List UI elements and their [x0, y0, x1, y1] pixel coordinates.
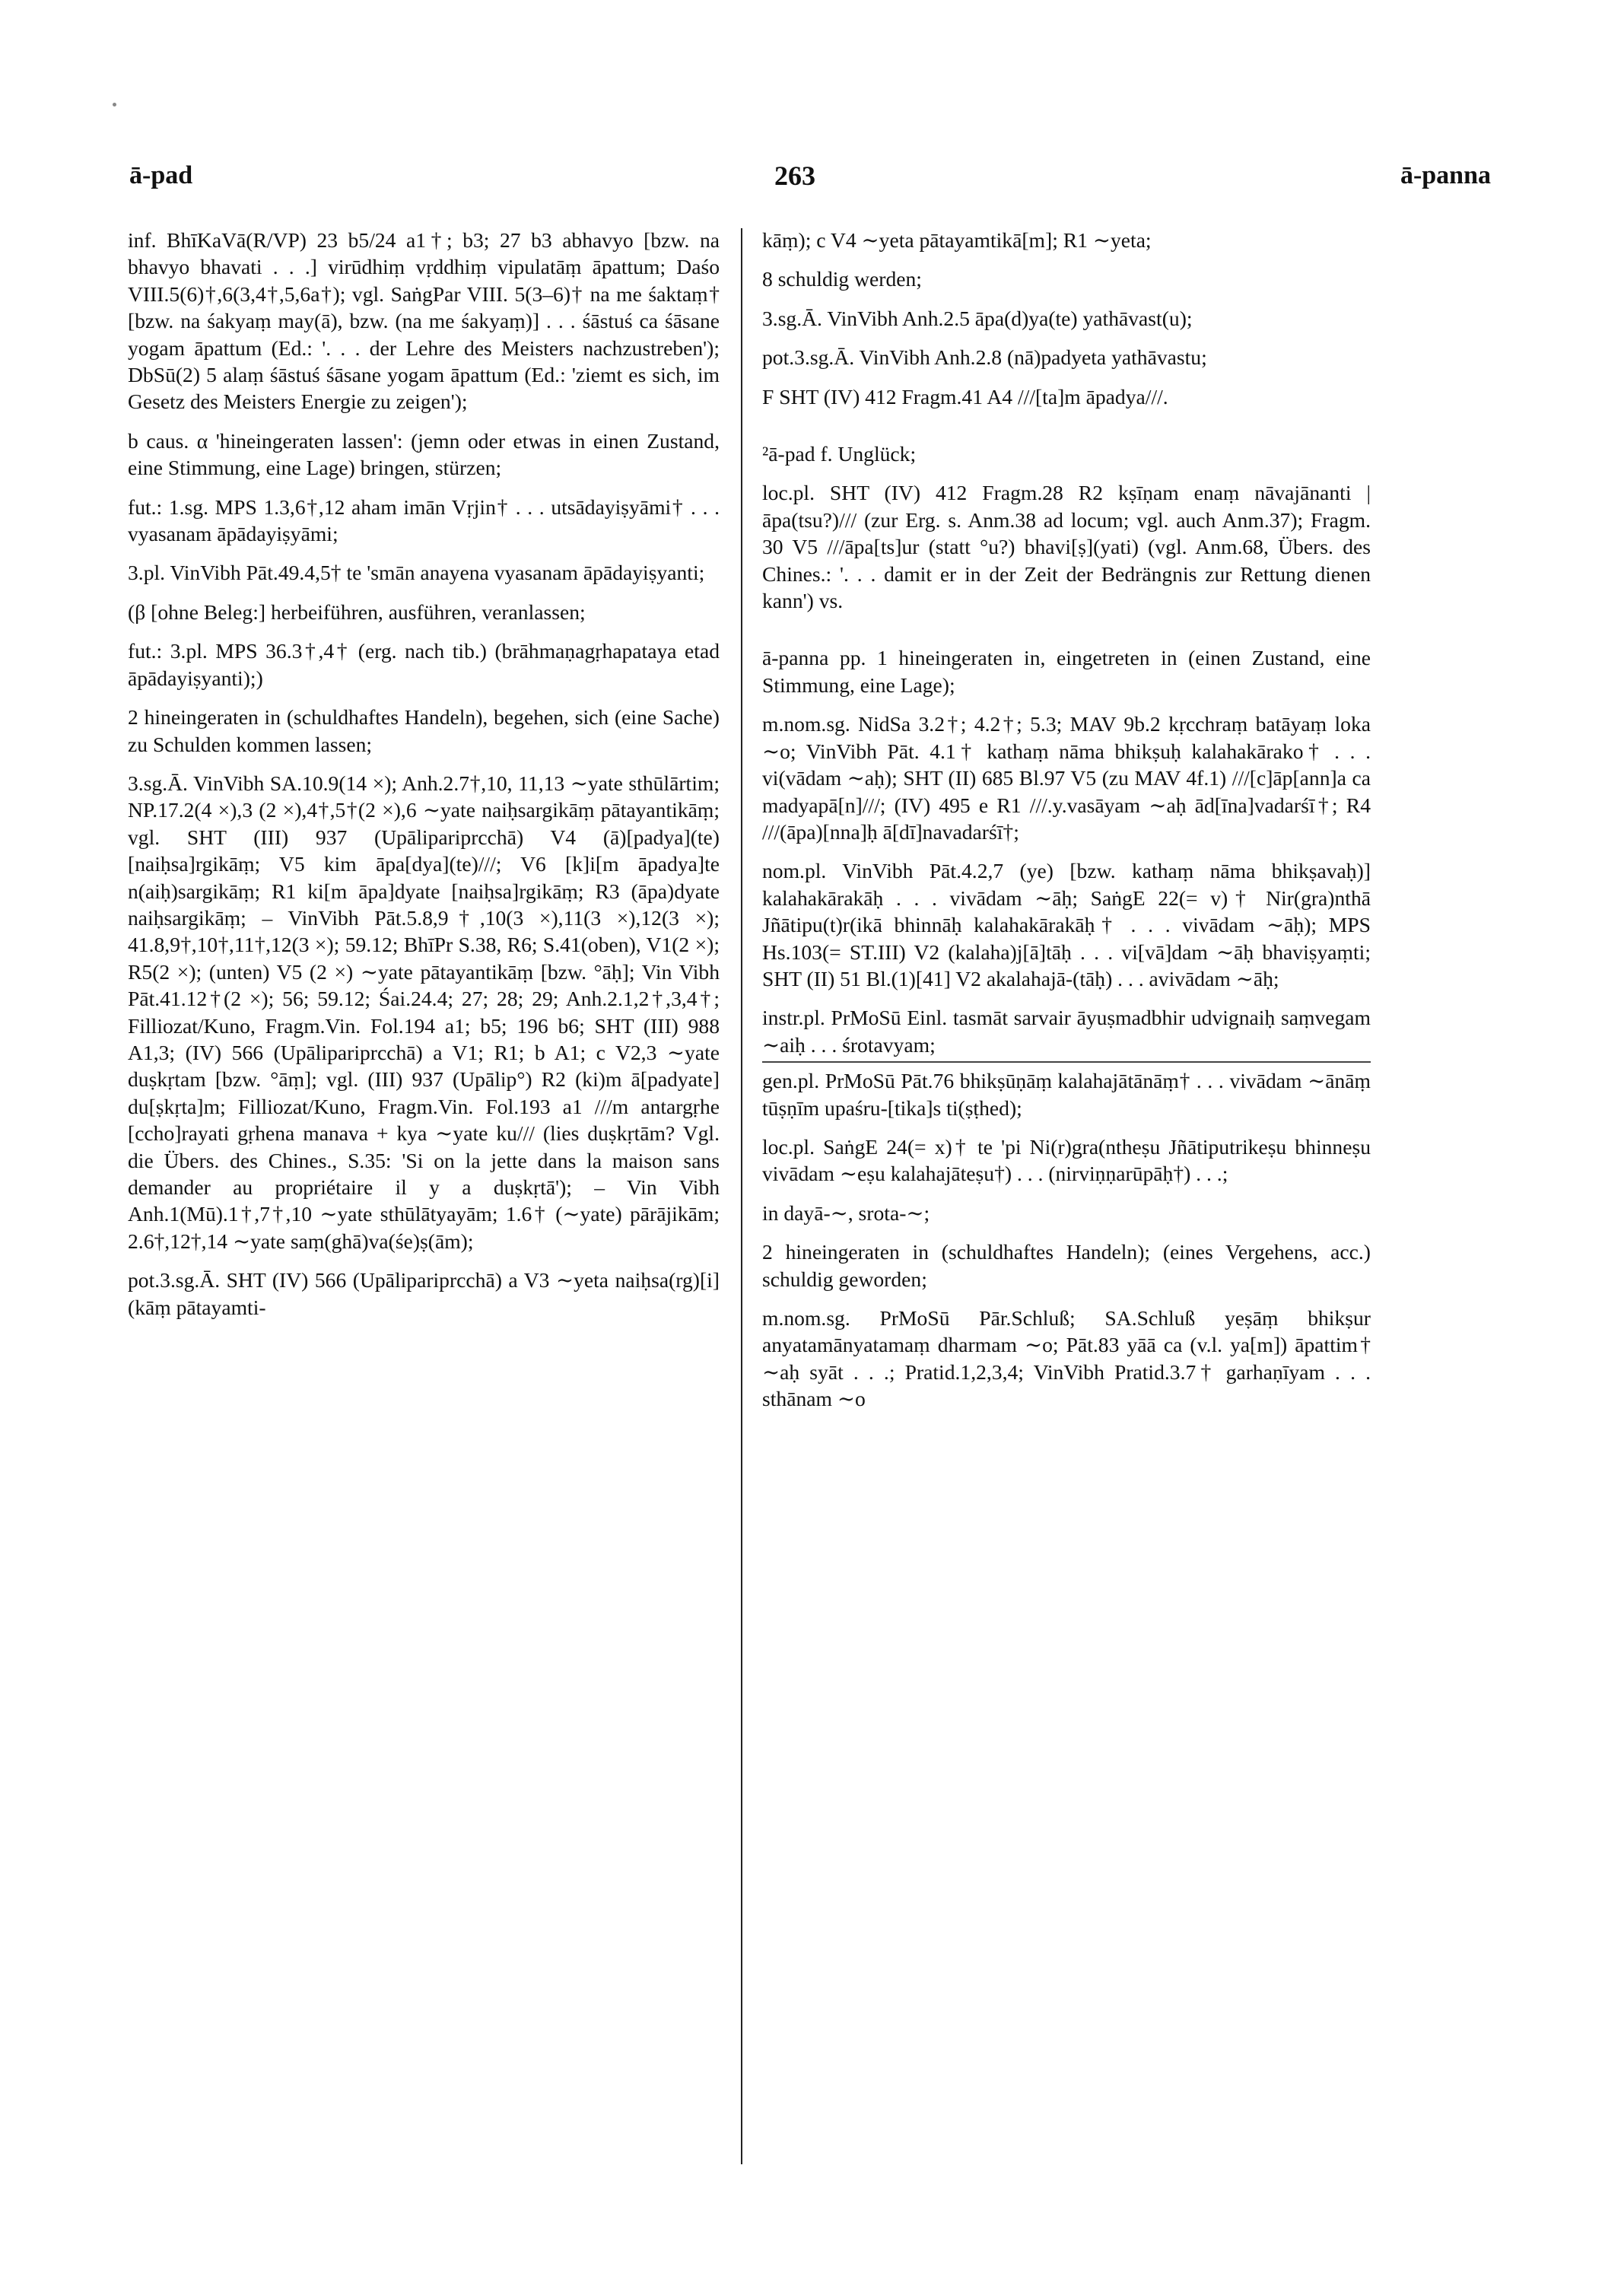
entry-paragraph: 3.sg.Ā. VinVibh SA.10.9(14 ×); Anh.2.7†,10, 11,13 ∼yate sthūlārtim; NP.17.2(4 ×),3 (2 ×),4†,5†(2 ×),6 ∼yate naiḥsargikāṃ pātayantikāṃ; vgl. SHT (III) 937 (Upālipariprcchā) V4 (ā)[padya](te) [naiḥsa]rgikāṃ; V5 kim āpa[dya](te)///; V6 [k]i[m āpadya]te n(aiḥ)sargikāṃ; R1 ki[m āpa]dyate [naiḥsa]rgikāṃ; R3 (āpa)dyate naiḥsargikāṃ; – VinVibh Pāt.5.8,9†,10(3 ×),11(3 ×),12(3 ×); 41.8,9†,10†,11†,12(3 ×); 59.12; BhīPr S.38, R6; S.41(oben), V1(2 ×); R5(2 ×); (unten) V5 (2 ×) ∼yate pātayantikāṃ [bzw. °āḥ]; Vin Vibh Pāt.41.12†(2 ×); 56; 59.12; Śai.24.4; 27; 28; 29; Anh.2.1,2†,3,4†; Filliozat/Kuno, Fragm.Vin. Fol.194 a1; b5; 196 b6; SHT (III) 988 A1,3; (IV) 566 (Upālipariprcchā) a V1; R1; b A1; c V2,3 ∼yate duṣkṛtam [bzw. °āṃ]; vgl. (III) 937 (Upālip°) R2 (ki)m ā[padyate] du[ṣkṛta]m; Filliozat/Kuno, Fragm.Vin. Fol.193 a1 ///m antargṛhe [ccho]rayati gṛhena manava + kya ∼yate ku/// (lies duṣkṛtām? Vgl. die Übers. des Chines., S.35: 'Si on la jette dans la maison sans demander au propriétaire il y a duṣkṛtā'); – Vin Vibh Anh.1(Mū).1†,7†,10 ∼yate sthūlātyayām; 1.6† (∼yate) pārājikām; 2.6†,12†,14 ∼yate saṃ(ghā)va(śe)ṣ(ām); [128, 771, 720, 1253]
entry-paragraph: m.nom.sg. NidSa 3.2†; 4.2†; 5.3; MAV 9b.2 kṛcchraṃ batāyaṃ loka ∼o; VinVibh Pāt. 4.1† kathaṃ nāma bhikṣuḥ kalahakārako† . . . vi(vādam ∼aḥ); SHT (II) 685 Bl.97 V5 (zu MAV 4f.1) ///[c]āp[ann]a ca madyapā[n]///; (IV) 495 e R1 ///.y.vasāyam ∼aḥ ād[īna]vadarśī†; R4 ///(āpa)[nna]ḥ ā[dī]navadarśī†; [762, 712, 1371, 844]
separator-rule [762, 1061, 1371, 1063]
entry-paragraph: pot.3.sg.Ā. VinVibh Anh.2.8 (nā)padyeta yathāvastu; [762, 345, 1207, 370]
entry-paragraph: loc.pl. SHT (IV) 412 Fragm.28 R2 kṣīṇam enaṃ nāvajānanti | āpa(tsu?)/// (zur Erg. s. Anm.38 ad locum; vgl. auch Anm.37); Fragm. 30 V5 ///āpa[ts]ur (statt °u?) bhavi[ṣ](yati) (vgl. Anm.68, Übers. des Chines.: '. . . damit er in der Zeit der Bedrängnis zur Rettung dienen kann') vs. [762, 481, 1371, 613]
entry-paragraph: b caus. α 'hineingeraten lassen': (jemn oder etwas in einen Zustand, eine Stimmung, eine Lage) bringen, stürzen; [128, 428, 720, 480]
entry-paragraph: (β [ohne Beleg:] herbeiführen, ausführen, veranlassen; [128, 599, 586, 624]
entry-paragraph: in dayā-∼, srota-∼; [762, 1200, 930, 1225]
entry-paragraph: fut.: 3.pl. MPS 36.3†,4† (erg. nach tib.) (brāhmaṇagṛhapataya etad āpādayiṣyanti);) [128, 639, 720, 690]
headword-entry: ā-panna pp. 1 hineingeraten in, eingetreten in (einen Zustand, eine Stimmung, eine Lage); [762, 646, 1371, 697]
entry-paragraph: inf. BhīKaVā(R/VP) 23 b5/24 a1†; b3; 27 b3 abhavyo [bzw. na bhavyo bhavati . . .] virūdhiṃ vṛddhiṃ vipulatāṃ āpattum; Daśo VIII.5(6)†,6(3,4†,5,6a†); vgl. SaṅgPar VIII. 5(3–6)† na me śaktaṃ† [bzw. na śakyaṃ may(ā), bzw. (na me śakyaṃ)] . . . śāstuś ca śāsane yogam āpattum (Ed.: '. . . der Lehre des Meisters nachzustreben'); DbSū(2) 5 alaṃ śāstuś śāsane yogam āpattum (Ed.: 'ziemt es sich, im Gesetz des Meisters Energie zu zeigen'); [128, 228, 720, 414]
header-left-headword: ā-pad [129, 161, 193, 189]
entry-paragraph: instr.pl. PrMoSū Einl. tasmāt sarvair āyuṣmadbhir udvignaiḥ saṃvegam ∼aiḥ . . . śrotavyam; [762, 1006, 1371, 1057]
entry-paragraph: m.nom.sg. PrMoSū Pār.Schluß; SA.Schluß yeṣāṃ bhikṣur anyatamānyatamaṃ dharmam ∼o; Pāt.83 yāā ca (v.l. ya[m]) āpattim† ∼aḥ syāt . . .; Pratid.1,2,3,4; VinVibh Pratid.3.7† garhaṇīyam . . . sthānam ∼o [762, 1306, 1371, 1411]
entry-paragraph: 8 schuldig werden; [762, 267, 922, 291]
column-divider [741, 228, 742, 2164]
entry-paragraph: 3.pl. VinVibh Pāt.49.4,5† te 'smān anayena vyasanam āpādayiṣyanti; [128, 561, 705, 585]
entry-paragraph: fut.: 1.sg. MPS 1.3,6†,12 aham imān Vṛjin† . . . utsādayiṣyāmi† . . . vyasanam āpādayiṣyāmi; [128, 494, 720, 546]
headword-entry: ²ā-pad f. Unglück; [762, 442, 917, 466]
entry-paragraph: loc.pl. SaṅgE 24(= x)† te 'pi Ni(r)gra(ntheṣu Jñātiputrikeṣu bhinneṣu vivādam ∼eṣu kalahajāteṣu†) . . . (nirviṇṇarūpāḥ†) . . .; [762, 1134, 1371, 1186]
right-column [762, 227, 1371, 1413]
entry-paragraph: F SHT (IV) 412 Fragm.41 A4 ///[ta]m āpadya///. [762, 384, 1168, 409]
entry-paragraph: 2 hineingeraten in (schuldhaftes Handeln); (eines Vergehens, acc.) schuldig geworden; [762, 1240, 1371, 1291]
entry-paragraph: kāṃ); c V4 ∼yeta pātayamtikā[m]; R1 ∼yeta; [762, 228, 1152, 252]
entry-paragraph: pot.3.sg.Ā. SHT (IV) 566 (Upālipariprcchā) a V3 ∼yeta naiḥsa(rg)[i](kāṃ pātayamti- [128, 1268, 720, 1319]
entry-paragraph: 2 hineingeraten in (schuldhaftes Handeln), begehen, sich (eine Sache) zu Schulden kommen lassen; [128, 705, 720, 756]
left-column [128, 227, 720, 1321]
header-right-headword: ā-panna [1400, 161, 1491, 189]
entry-paragraph: 3.sg.Ā. VinVibh Anh.2.5 āpa(d)ya(te) yathāvast(u); [762, 306, 1193, 330]
entry-paragraph: nom.pl. VinVibh Pāt.4.2,7 (ye) [bzw. kathaṃ nāma bhikṣavaḥ)] kalahakārakāḥ . . . vivādam ∼āḥ; SaṅgE 22(= v)† Nir(gra)nthā Jñātipu(t)r(ikā bhinnāḥ kalahakārakāḥ† . . . vivādam ∼āḥ); MPS Hs.103(= ST.III) V2 (kalaha)j[ā]tāḥ . . . vi[vā]dam ∼āḥ bhaviṣyaṃti; SHT (II) 51 Bl.(1)[41] V2 akalahajā-(tāḥ) . . . avivādam ∼āḥ; [762, 859, 1371, 990]
running-header [129, 161, 1491, 199]
page-number: 263 [774, 161, 815, 191]
page-speck [113, 103, 116, 107]
entry-paragraph: gen.pl. PrMoSū Pāt.76 bhikṣūṇāṃ kalahajātānāṃ† . . . vivādam ∼ānāṃ tūṣṇīm upaśru-[tika]s ti(ṣṭhed); [762, 1069, 1371, 1120]
